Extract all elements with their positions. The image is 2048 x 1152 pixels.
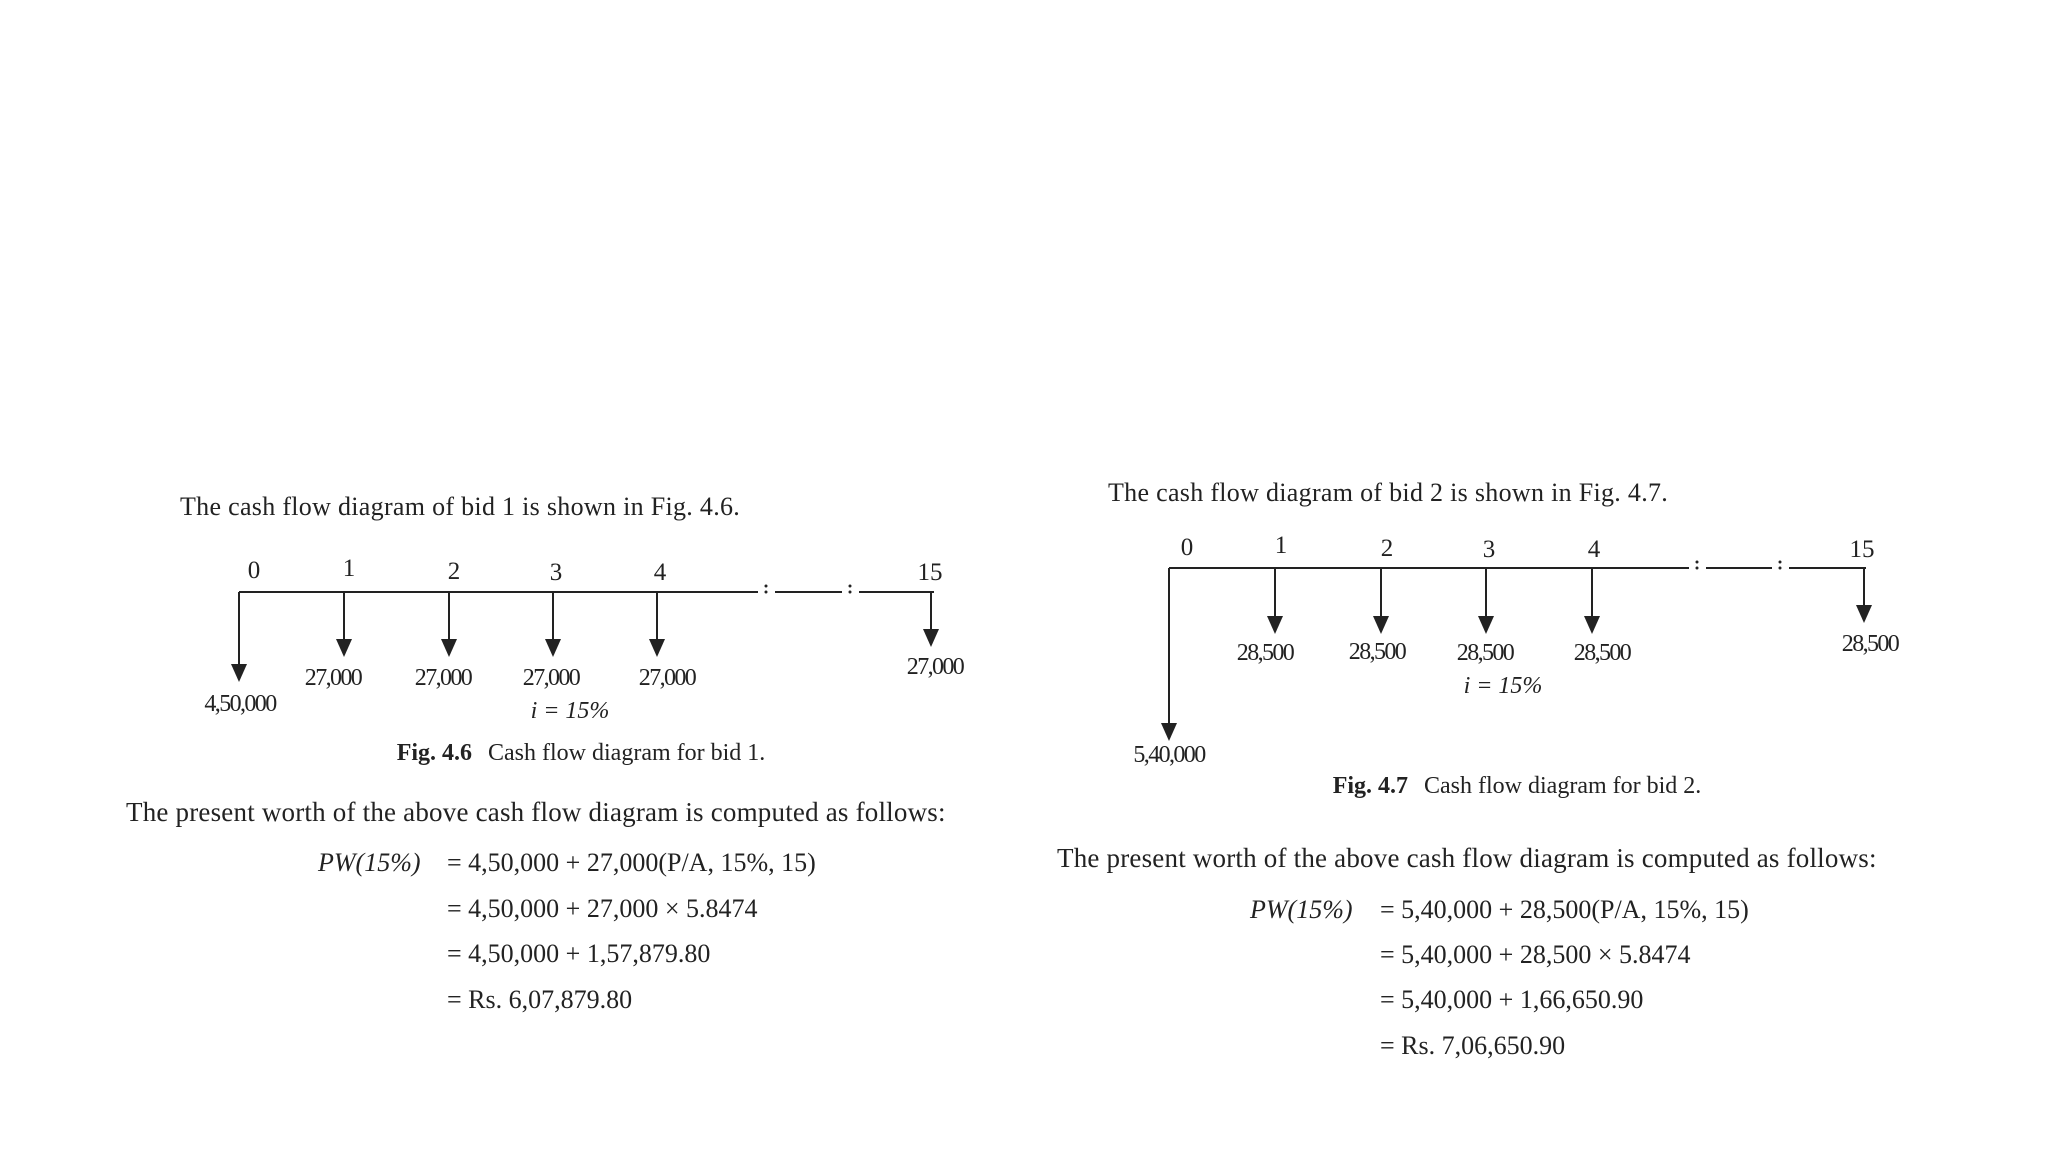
bid1-period-label-1: 1 bbox=[342, 555, 356, 582]
bid1-axis-break-dot bbox=[765, 591, 768, 594]
bid2-intro-text: The cash flow diagram of bid 2 is shown in Fig. 4.7. bbox=[1108, 478, 1669, 507]
bid1-arrowhead bbox=[649, 639, 665, 657]
bid1-annual-amount-3: 27,000 bbox=[522, 665, 580, 691]
bid2-arrowhead bbox=[1161, 723, 1177, 741]
bid1-axis-break-dot bbox=[849, 585, 852, 588]
bid1-caption-number: Fig. 4.6 bbox=[396, 740, 473, 766]
bid2-period-label-3: 3 bbox=[1482, 536, 1496, 563]
bid1-annual-amount-2: 27,000 bbox=[414, 665, 472, 691]
bid2-figure-caption bbox=[1333, 773, 1702, 799]
bid2-arrowhead bbox=[1373, 616, 1389, 634]
bid1-section bbox=[126, 492, 965, 1014]
bid1-arrowhead bbox=[336, 639, 352, 657]
bid2-section bbox=[1057, 478, 1900, 1060]
bid2-pw-line-2: = 5,40,000 + 28,500 × 5.8474 bbox=[1380, 940, 1691, 969]
bid2-arrowhead bbox=[1267, 616, 1283, 634]
bid1-initial-amount: 4,50,000 bbox=[204, 691, 276, 717]
bid1-period-label-15: 15 bbox=[917, 559, 943, 586]
bid2-period-label-0: 0 bbox=[1180, 534, 1194, 561]
bid1-final-amount: 27,000 bbox=[906, 654, 964, 680]
bid2-arrowhead bbox=[1584, 616, 1600, 634]
bid1-cash-flow-diagram bbox=[204, 555, 964, 724]
bid1-arrowhead bbox=[441, 639, 457, 657]
bid2-annual-amount-4: 28,500 bbox=[1573, 640, 1631, 666]
bid2-interest-rate: i = 15% bbox=[1463, 673, 1543, 699]
bid2-present-worth-intro: The present worth of the above cash flow diagram is computed as follows: bbox=[1057, 843, 1877, 873]
bid2-final-amount: 28,500 bbox=[1841, 631, 1899, 657]
bid1-arrowhead bbox=[545, 639, 561, 657]
bid2-period-label-1: 1 bbox=[1274, 532, 1288, 559]
bid2-pw-line-4: = Rs. 7,06,650.90 bbox=[1380, 1031, 1566, 1060]
bid1-period-label-3: 3 bbox=[549, 559, 563, 586]
bid1-pw-lhs: PW(15%) bbox=[318, 848, 421, 877]
bid2-annual-amount-3: 28,500 bbox=[1456, 640, 1514, 666]
bid2-caption-number: Fig. 4.7 bbox=[1332, 773, 1409, 799]
bid1-annual-amount-1: 27,000 bbox=[304, 665, 362, 691]
bid1-arrowhead bbox=[231, 664, 247, 682]
bid1-interest-rate: i = 15% bbox=[530, 698, 610, 724]
bid2-arrowhead bbox=[1856, 605, 1872, 623]
bid1-present-worth-intro: The present worth of the above cash flow diagram is computed as follows: bbox=[126, 797, 946, 827]
bid2-axis-break-dot bbox=[1696, 567, 1699, 570]
bid2-pw-line-3: = 5,40,000 + 1,66,650.90 bbox=[1380, 985, 1644, 1014]
bid1-pw-line-1: = 4,50,000 + 27,000(P/A, 15%, 15) bbox=[447, 848, 816, 877]
bid1-axis-break-dot bbox=[849, 591, 852, 594]
bid2-arrowhead bbox=[1478, 616, 1494, 634]
bid1-intro-text: The cash flow diagram of bid 1 is shown in Fig. 4.6. bbox=[180, 492, 741, 521]
bid2-period-label-2: 2 bbox=[1380, 535, 1394, 562]
bid1-axis-break-dot bbox=[765, 585, 768, 588]
bid1-pw-line-4: = Rs. 6,07,879.80 bbox=[447, 985, 633, 1014]
bid1-period-label-0: 0 bbox=[247, 557, 261, 584]
bid2-initial-amount: 5,40,000 bbox=[1133, 742, 1205, 768]
bid2-caption-text: Cash flow diagram for bid 2. bbox=[1424, 773, 1702, 799]
bid2-axis-break-dot bbox=[1696, 561, 1699, 564]
bid2-annual-amount-2: 28,500 bbox=[1348, 639, 1406, 665]
bid2-annual-amount-1: 28,500 bbox=[1236, 640, 1294, 666]
bid2-pw-line-1: = 5,40,000 + 28,500(P/A, 15%, 15) bbox=[1380, 895, 1749, 924]
bid1-period-label-2: 2 bbox=[447, 558, 461, 585]
bid2-axis-break-dot bbox=[1779, 561, 1782, 564]
bid1-period-label-4: 4 bbox=[653, 559, 667, 586]
bid2-pw-lhs: PW(15%) bbox=[1250, 895, 1353, 924]
bid2-period-label-4: 4 bbox=[1587, 536, 1601, 563]
bid1-pw-line-2: = 4,50,000 + 27,000 × 5.8474 bbox=[447, 894, 758, 923]
bid1-pw-line-3: = 4,50,000 + 1,57,879.80 bbox=[447, 939, 711, 968]
bid2-cash-flow-diagram bbox=[1133, 532, 1899, 768]
bid1-annual-amount-4: 27,000 bbox=[638, 665, 696, 691]
bid1-figure-caption bbox=[397, 740, 766, 766]
bid1-arrowhead bbox=[923, 629, 939, 647]
bid1-caption-text: Cash flow diagram for bid 1. bbox=[488, 740, 766, 766]
bid2-period-label-15: 15 bbox=[1849, 536, 1875, 563]
bid2-axis-break-dot bbox=[1779, 567, 1782, 570]
